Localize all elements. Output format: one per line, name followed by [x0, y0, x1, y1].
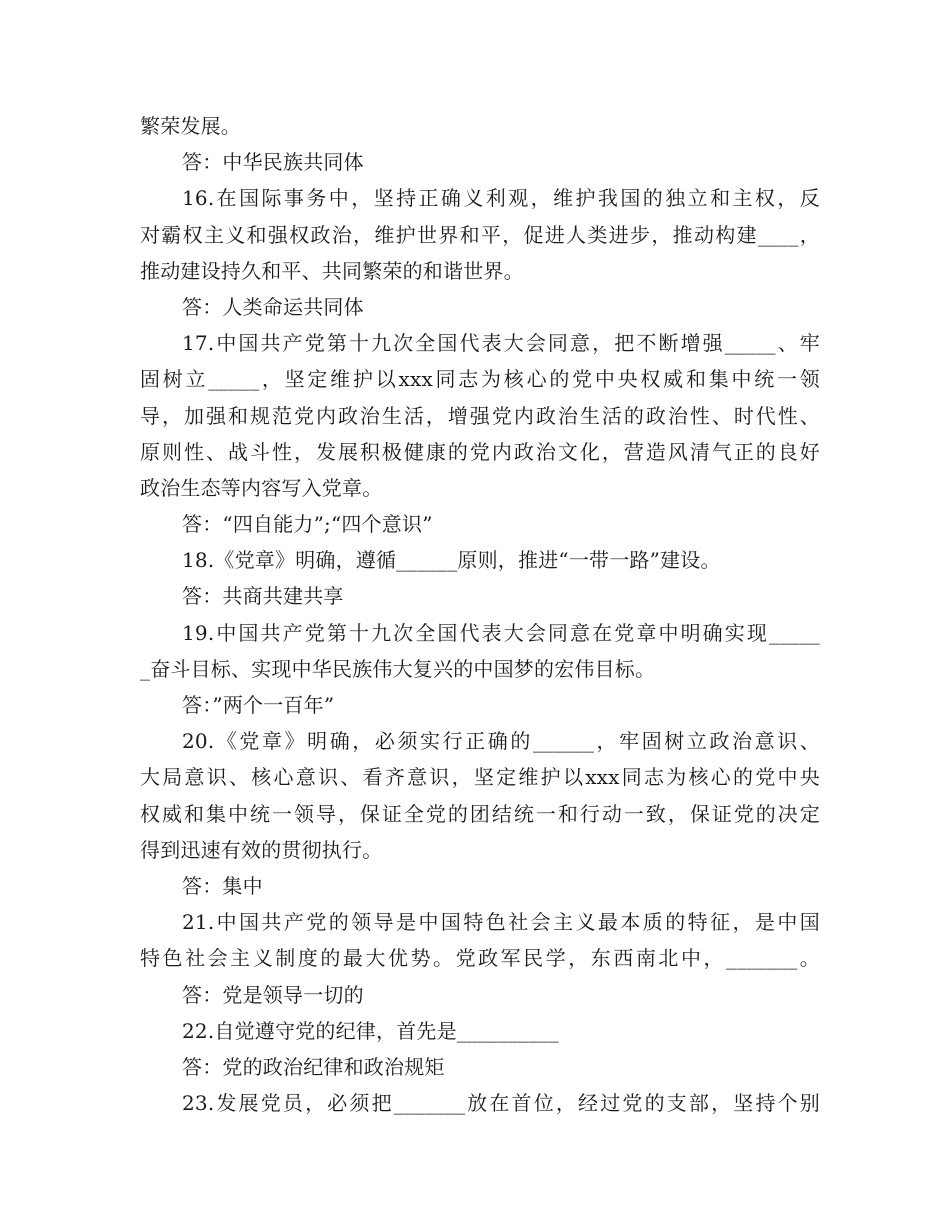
answer-line: 答：“四自能力”;“四个意识” — [182, 512, 433, 537]
answer-line: 答：党是领导一切的 — [182, 982, 364, 1007]
answer-line: 答：”两个一百年” — [182, 693, 335, 717]
text-line: 政治生态等内容写入党章。 — [140, 475, 383, 500]
text-line: 推动建设持久和平、共同繁荣的和谐世界。 — [140, 258, 524, 283]
answer-line: 答：集中 — [182, 873, 263, 898]
question-line: 17.中国共产党第十九次全国代表大会同意，把不断增强_____、牢 — [182, 331, 820, 356]
text-line: 对霸权主义和强权政治，维护世界和平，促进人类进步，推动构建____， — [140, 222, 820, 247]
answer-line: 答：党的政治纪律和政治规矩 — [182, 1054, 445, 1079]
text-line: 权威和集中统一领导，保证全党的团结统一和行动一致，保证党的决定 — [140, 801, 820, 826]
answer-line: 答：共商共建共享 — [182, 584, 344, 609]
text-line: 原则性、战斗性，发展积极健康的党内政治文化，营造风清气正的良好 — [140, 439, 820, 464]
text-line: 繁荣发展。 — [140, 114, 241, 138]
text-line: 固树立_____，坚定维护以xxx同志为核心的党中央权威和集中统一领 — [140, 367, 820, 392]
question-line: 19.中国共产党第十九次全国代表大会同意在党章中明确实现_____ — [182, 620, 820, 645]
question-line: 18.《党章》明确，遵循______原则，推进“一带一路”建设。 — [182, 548, 721, 573]
text-line: 导，加强和规范党内政治生活，增强党内政治生活的政治性、时代性、 — [140, 403, 820, 428]
answer-line: 答：人类命运共同体 — [182, 294, 364, 319]
question-line: 16.在国际事务中，坚持正确义利观，维护我国的独立和主权，反 — [182, 186, 820, 211]
question-line: 22.自觉遵守党的纪律，首先是__________ — [182, 1018, 559, 1043]
answer-line: 答：中华民族共同体 — [182, 150, 364, 175]
question-line: 20.《党章》明确，必须实行正确的______，牢固树立政治意识、 — [182, 729, 820, 754]
text-line: 大局意识、核心意识、看齐意识，坚定维护以xxx同志为核心的党中央 — [140, 765, 820, 790]
document-page — [140, 108, 820, 1121]
text-line: 得到迅速有效的贯彻执行。 — [140, 837, 383, 862]
text-line: 特色社会主义制度的最大优势。党政军民学，东西南北中，_______。 — [140, 946, 820, 971]
text-line: _奋斗目标、实现中华民族伟大复兴的中国梦的宏伟目标。 — [140, 656, 656, 681]
question-line: 21.中国共产党的领导是中国特色社会主义最本质的特征，是中国 — [182, 910, 820, 935]
question-line: 23.发展党员，必须把_______放在首位，经过党的支部，坚持个别 — [182, 1091, 820, 1116]
